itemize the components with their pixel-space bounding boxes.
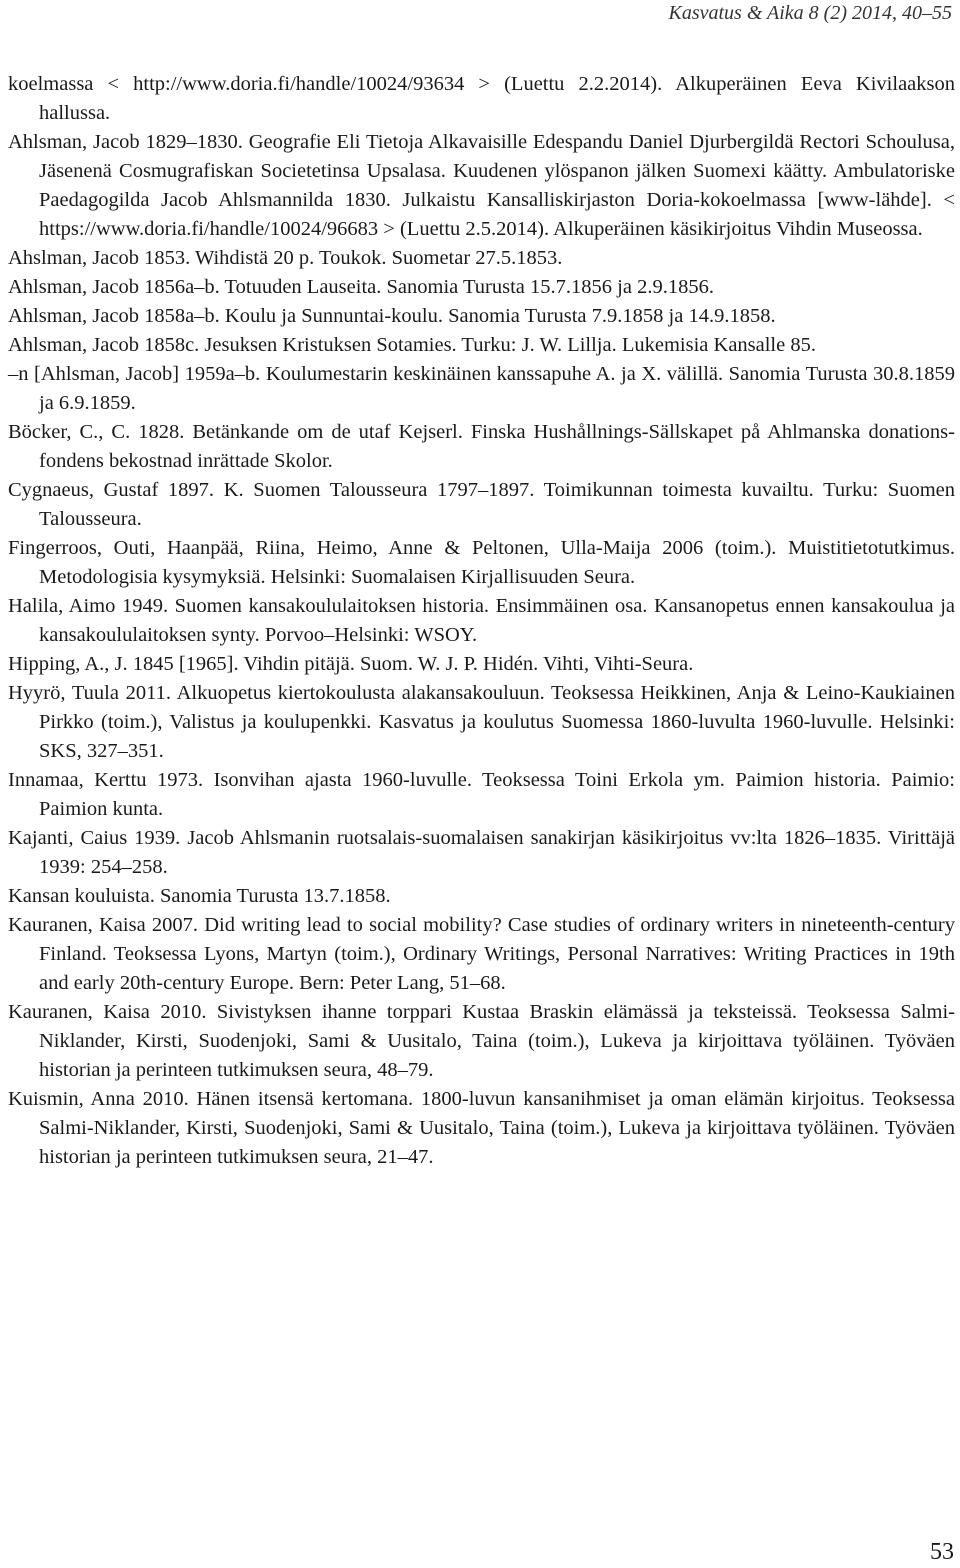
reference-entry: Fingerroos, Outi, Haanpää, Riina, Heimo, Anne & Peltonen, Ulla-Maija 2006 (toim.). Muistitietotutkimus. Metodologisia kysymyksiä. Helsinki: Suomalaisen Kirjallisuuden Seura. bbox=[8, 537, 955, 588]
page-number: 53 bbox=[930, 1539, 954, 1565]
reference-entry: Kuismin, Anna 2010. Hänen itsensä kertomana. 1800-luvun kansanihmiset ja oman elämän kirjoitus. Teoksessa Salmi-Niklander, Kirsti, Suodenjoki, Sami & Uusitalo, Taina (toim.), Lukeva ja kirjoittava työläinen. Työväen historian ja perinteen tutkimuksen seura, 21–47. bbox=[8, 1088, 955, 1168]
reference-entry: Ahslman, Jacob 1853. Wihdistä 20 p. Toukok. Suometar 27.5.1853. bbox=[8, 247, 563, 269]
reference-entry: Kauranen, Kaisa 2010. Sivistyksen ihanne torppari Kustaa Braskin elämässä ja teksteissä. Teoksessa Salmi-Niklander, Kirsti, Suodenjoki, Sami & Uusitalo, Taina (toim.), Lukeva ja kirjoittava työläinen. Työväen historian ja perinteen tutkimuksen seura, 48–79. bbox=[8, 1001, 955, 1081]
reference-list bbox=[8, 70, 955, 1172]
reference-entry: Kauranen, Kaisa 2007. Did writing lead to social mobility? Case studies of ordinary writers in nineteenth-century Finland. Teoksessa Lyons, Martyn (toim.), Ordinary Writings, Personal Narratives: Writing Practices in 19th and early 20th-century Europe. Bern: Peter Lang, 51–68. bbox=[8, 914, 955, 994]
reference-entry: Ahlsman, Jacob 1858a–b. Koulu ja Sunnuntai-koulu. Sanomia Turusta 7.9.1858 ja 14.9.1858. bbox=[8, 305, 776, 327]
reference-entry: Kajanti, Caius 1939. Jacob Ahlsmanin ruotsalais-suomalaisen sanakirjan käsikirjoitus vv:lta 1826–1835. Virittäjä 1939: 254–258. bbox=[8, 827, 955, 878]
running-header: Kasvatus & Aika 8 (2) 2014, 40–55 bbox=[668, 2, 952, 24]
reference-entry: koelmassa < http://www.doria.fi/handle/10024/93634 > (Luettu 2.2.2014). Alkuperäinen Eeva Kivilaakson hallussa. bbox=[8, 73, 955, 124]
reference-entry: Ahlsman, Jacob 1829–1830. Geografie Eli Tietoja Alkavaisille Edespandu Daniel Djurbergildä Rectori Schoulusa, Jäsenenä Cosmugrafiskan Societetinsa Upsalasa. Kuudenen ylöspanon jälken Suomexi käätty. Ambulatoriske Paedagogilda Jacob Ahlsmannilda 1830. Julkaistu Kansalliskirjaston Doria-kokoelmassa [www-lähde]. < https://www.doria.fi/handle/10024/96683 > (Luettu 2.5.2014). Alkuperäinen käsikirjoitus Vihdin Museossa. bbox=[8, 131, 955, 240]
reference-entry: Halila, Aimo 1949. Suomen kansakoululaitoksen historia. Ensimmäinen osa. Kansanopetus ennen kansakoulua ja kansakoululaitoksen synty. Porvoo–Helsinki: WSOY. bbox=[8, 595, 955, 646]
reference-entry: Cygnaeus, Gustaf 1897. K. Suomen Talousseura 1797–1897. Toimikunnan toimesta kuvailtu. Turku: Suomen Talousseura. bbox=[8, 479, 955, 530]
reference-entry: Ahlsman, Jacob 1856a–b. Totuuden Lauseita. Sanomia Turusta 15.7.1856 ja 2.9.1856. bbox=[8, 276, 714, 298]
reference-entry: Kansan kouluista. Sanomia Turusta 13.7.1858. bbox=[8, 885, 391, 907]
reference-entry: Hipping, A., J. 1845 [1965]. Vihdin pitäjä. Suom. W. J. P. Hidén. Vihti, Vihti-Seura. bbox=[8, 653, 694, 675]
reference-entry: Ahlsman, Jacob 1858c. Jesuksen Kristuksen Sotamies. Turku: J. W. Lillja. Lukemisia Kansalle 85. bbox=[8, 334, 816, 356]
reference-entry: Böcker, C., C. 1828. Betänkande om de utaf Kejserl. Finska Hushållnings-Sällskapet på Ahlmanska donations-fondens bekostnad inrättade Skolor. bbox=[8, 421, 955, 472]
reference-entry: –n [Ahlsman, Jacob] 1959a–b. Koulumestarin keskinäinen kanssapuhe A. ja X. välillä. Sanomia Turusta 30.8.1859 ja 6.9.1859. bbox=[8, 363, 955, 414]
reference-entry: Hyyrö, Tuula 2011. Alkuopetus kiertokoulusta alakansakouluun. Teoksessa Heikkinen, Anja & Leino-Kaukiainen Pirkko (toim.), Valistus ja koulupenkki. Kasvatus ja koulutus Suomessa 1860-luvulta 1960-luvulle. Helsinki: SKS, 327–351. bbox=[8, 682, 955, 762]
reference-entry: Innamaa, Kerttu 1973. Isonvihan ajasta 1960-luvulle. Teoksessa Toini Erkola ym. Paimion historia. Paimio: Paimion kunta. bbox=[8, 769, 955, 820]
